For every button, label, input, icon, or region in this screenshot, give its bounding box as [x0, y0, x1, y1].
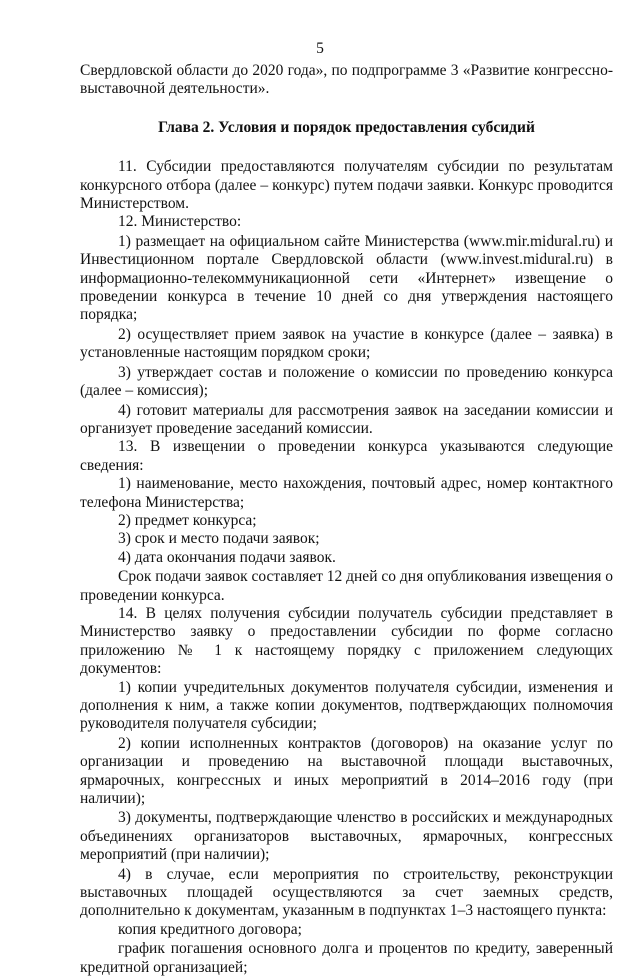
- document-body: [80, 62, 613, 977]
- chapter-heading: Глава 2. Условия и порядок предоставления субсидий: [158, 118, 535, 136]
- paragraph-12-item-4: 4) готовит материалы для рассмотрения заявок на заседании комиссии и организует проведение заседаний комиссии.: [80, 401, 613, 437]
- paragraph-12-item-2: 2) осуществляет прием заявок на участие в конкурсе (далее – заявка) в установленные настоящим порядком сроки;: [80, 325, 613, 362]
- paragraph-14-item-2: 2) копии исполненных контрактов (договоров) на оказание услуг по организации и проведению на выставочной площади выставочных, ярмарочных, конгрессных и иных мероприятий в 2014–2016 году (при наличии);: [80, 734, 613, 808]
- paragraph-12: 12. Министерство:: [118, 213, 242, 231]
- paragraph-11: 11. Субсидии предоставляются получателям субсидии по результатам конкурсного отбора (далее – конкурс) путем подачи заявки. Конкурс проводится Министерством.: [80, 158, 613, 213]
- paragraph-13-item-1: 1) наименование, место нахождения, почтовый адрес, номер контактного телефона Министерства;: [80, 475, 613, 511]
- paragraph-13-item-2: 2) предмет конкурса;: [118, 511, 257, 529]
- paragraph-loan-copy: копия кредитного договора;: [118, 920, 302, 938]
- page-number: 5: [316, 40, 324, 57]
- paragraph-repayment-schedule: график погашения основного долга и процентов по кредиту, заверенный кредитной организацией;: [80, 940, 613, 976]
- paragraph-13: 13. В извещении о проведении конкурса указываются следующие сведения:: [80, 438, 613, 474]
- paragraph-12-item-3: 3) утверждает состав и положение о комиссии по проведению конкурса (далее – комиссия);: [80, 363, 613, 400]
- intro-paragraph: Свердловской области до 2020 года», по подпрограмме 3 «Развитие конгрессно-выставочной деятельности».: [80, 62, 613, 98]
- paragraph-14-item-4: 4) в случае, если мероприятия по строительству, реконструкции выставочных площадей осуществляются за счет заемных средств, дополнительно к документам, указанным в подпунктах 1–3 настоящего пункта:: [80, 865, 613, 920]
- paragraph-14-item-3: 3) документы, подтверждающие членство в российских и международных объединениях организаторов выставочных, ярмарочных, конгрессных мероприятий (при наличии);: [80, 809, 613, 864]
- paragraph-14-item-1: 1) копии учредительных документов получателя субсидии, изменения и дополнения к ним, а также копии документов, подтверждающих полномочия руководителя получателя субсидии;: [80, 678, 613, 733]
- paragraph-13-item-4: 4) дата окончания подачи заявок.: [118, 548, 336, 566]
- paragraph-13-item-3: 3) срок и место подачи заявок;: [118, 530, 320, 548]
- paragraph-14: 14. В целях получения субсидии получатель субсидии представляет в Министерство заявку о предоставлении субсидии по форме согласно приложению № 1 к настоящему порядку с приложением следующих документов:: [80, 604, 613, 678]
- paragraph-deadline: Срок подачи заявок составляет 12 дней со дня опубликования извещения о проведении конкурса.: [80, 568, 613, 604]
- paragraph-12-item-1: 1) размещает на официальном сайте Министерства (www.mir.midural.ru) и Инвестиционном портале Свердловской области (www.invest.midural.ru) в информационно-телекоммуникационной сети «Интернет» извещение о проведении конкурса в течение 10 дней со дня утверждения настоящего порядка;: [80, 232, 613, 324]
